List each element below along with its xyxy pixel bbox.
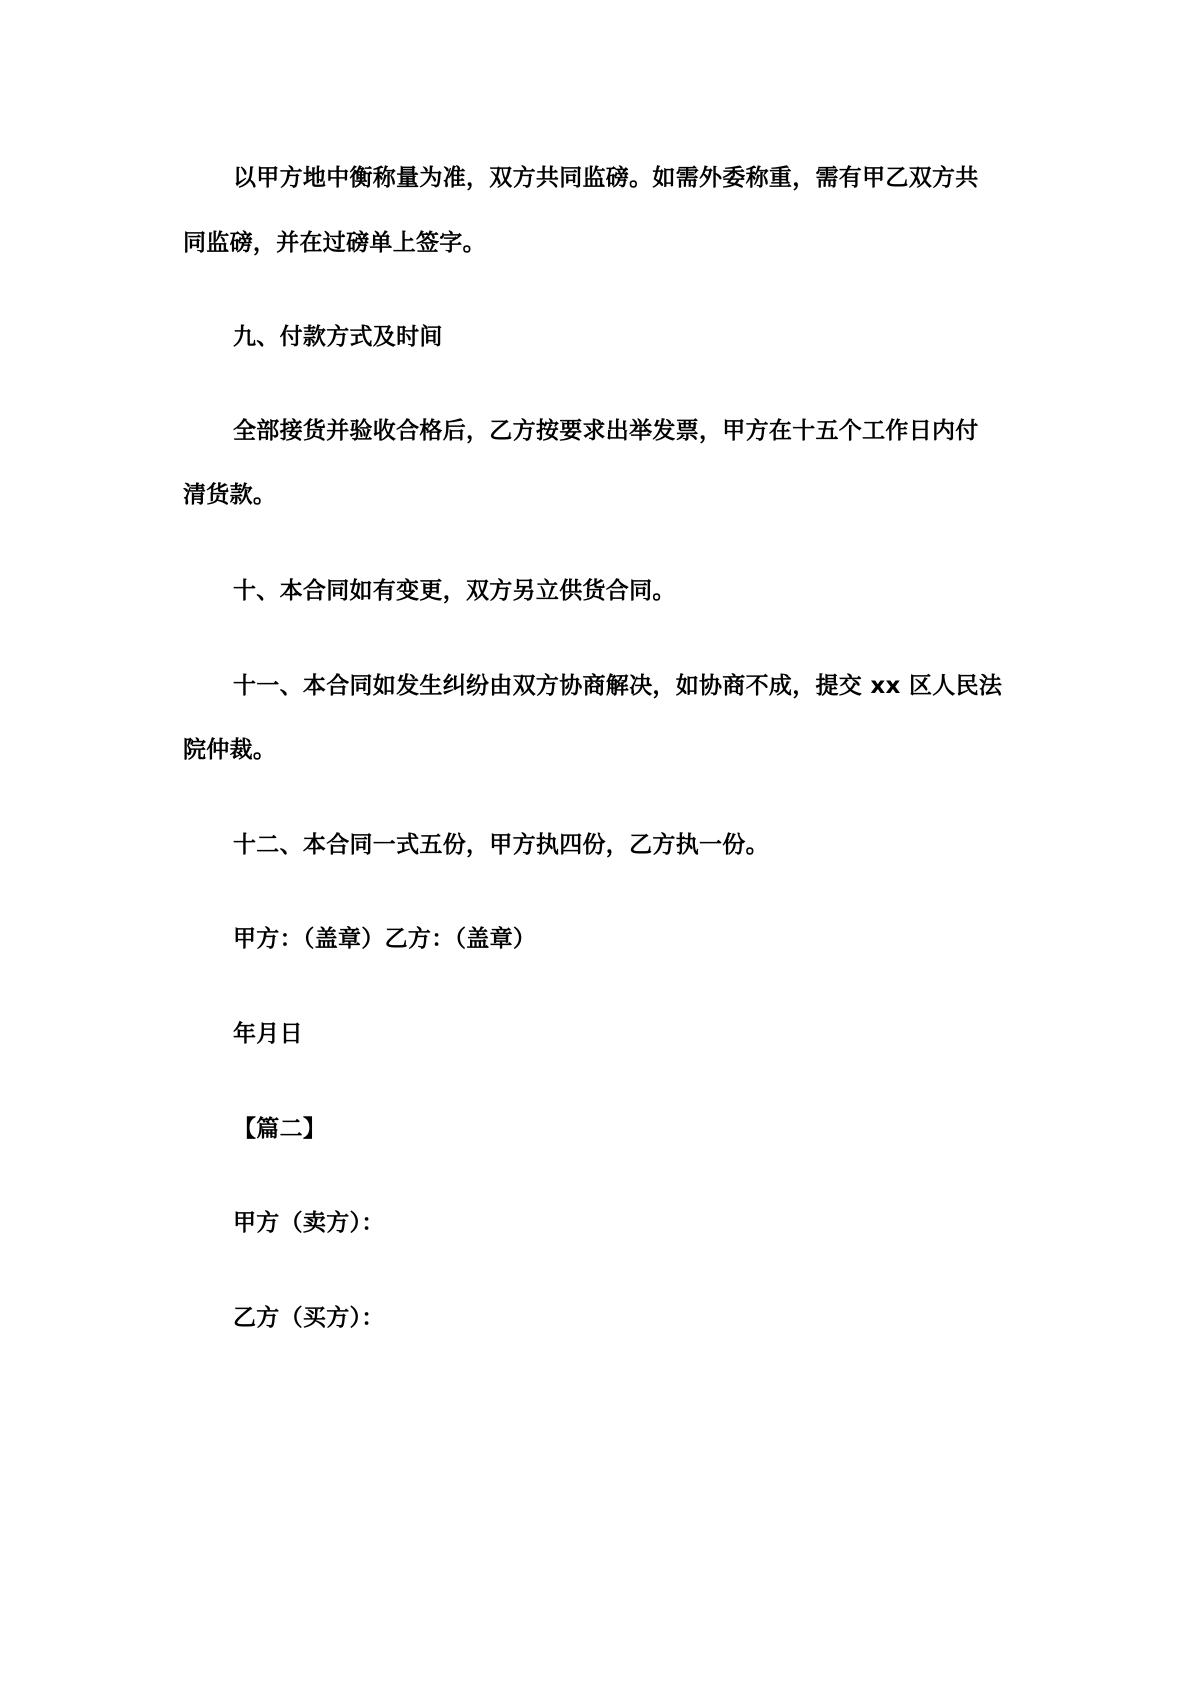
section-11-clause-line-2: 院仲裁。 [183, 737, 277, 763]
part-two-heading: 【篇二】 [233, 1116, 327, 1142]
date-line: 年月日 [233, 1021, 303, 1047]
weighing-clause-line-2: 同监磅，并在过磅单上签字。 [183, 230, 486, 256]
weighing-clause-line-1: 以甲方地中衡称量为准，双方共同监磅。如需外委称重，需有甲乙双方共 [233, 165, 979, 191]
section-11-clause-line-1: 十一、本合同如发生纠纷由双方协商解决，如协商不成，提交 xx 区人民法 [233, 673, 1003, 699]
payment-clause-line-1: 全部接货并验收合格后，乙方按要求出举发票，甲方在十五个工作日内付 [233, 418, 979, 444]
section-12-clause: 十二、本合同一式五份，甲方执四份，乙方执一份。 [233, 832, 769, 858]
seller-party-line: 甲方（卖方）： [233, 1210, 385, 1236]
section-10-clause: 十、本合同如有变更，双方另立供货合同。 [233, 578, 676, 604]
buyer-party-line: 乙方（买方）： [233, 1305, 385, 1331]
payment-clause-line-2: 清货款。 [183, 482, 277, 508]
section-9-heading: 九、付款方式及时间 [233, 324, 443, 350]
signature-line: 甲方：（盖章）乙方：（盖章） [233, 926, 537, 952]
